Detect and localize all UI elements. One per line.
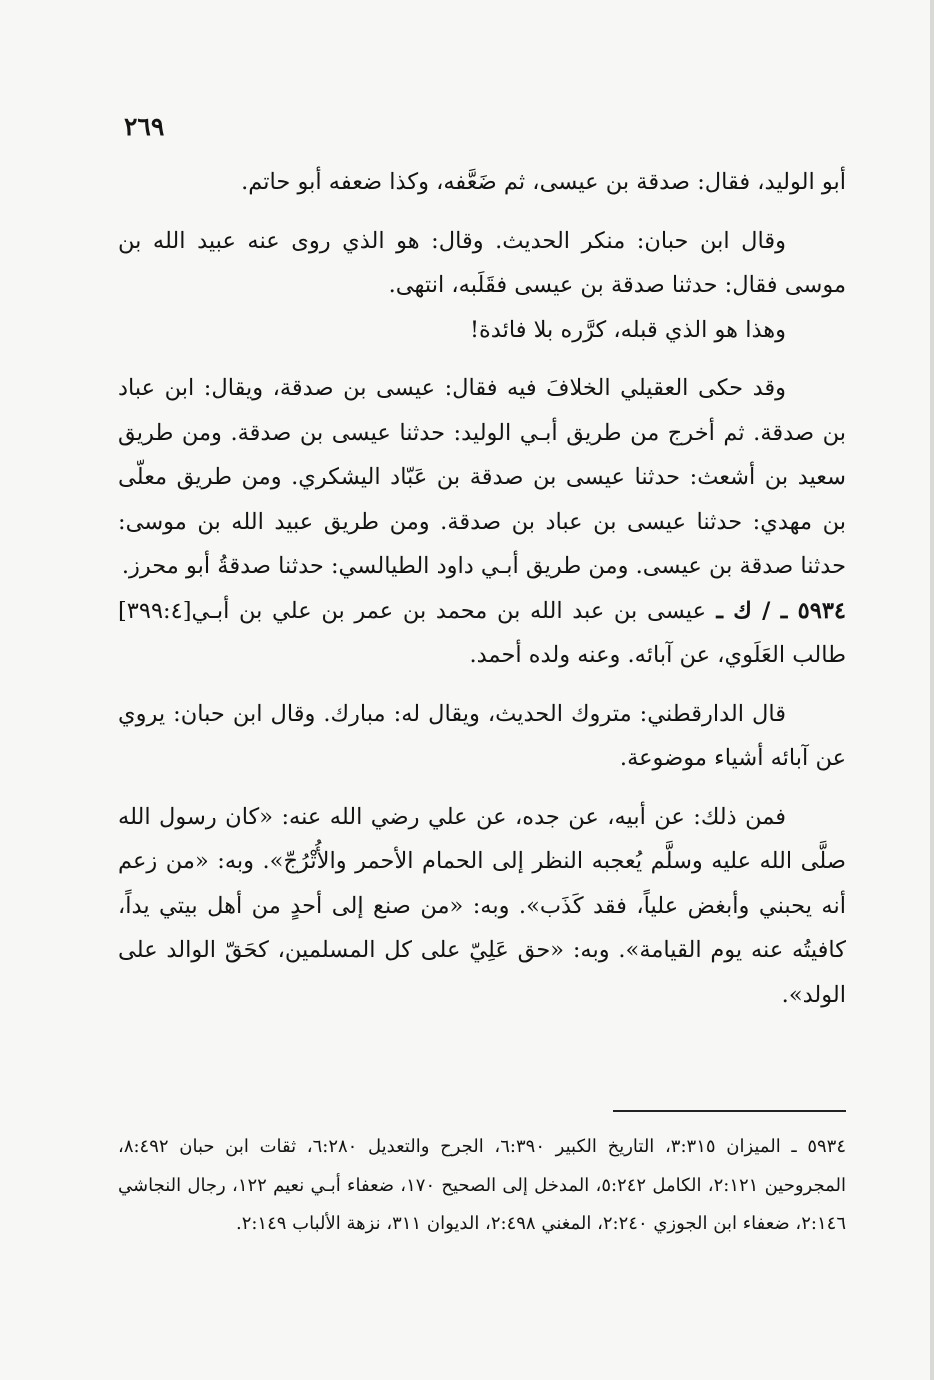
footnote-divider: [613, 1110, 846, 1112]
entry-heading: [118, 589, 846, 678]
footnotes: [118, 1128, 846, 1244]
paragraph-3: وهذا هو الذي قبله، كرَّره بلا فائدة!: [469, 316, 786, 343]
paragraph-4: وقد حكى العقيلي الخلافَ فيه فقال: عيسى بن صدقة، ويقال: ابن عباد بن صدقة. ثم أخرج من طريق أبـي الوليد: حدثنا عيسى بن صدقة. ومن طريق سعيد بن أشعث: حدثنا عيسى بن صدقة بن عَبّاد اليشكري. ومن طريق معلّى بن مهدي: حدثنا عيسى بن عباد بن صدقة. ومن طريق عبيد الله بن موسى: حدثنا صدقة بن عيسى. ومن طريق أبـي داود الطيالسي: حدثنا صدقةُ أبو محرز.: [118, 375, 846, 579]
entry-prefix: ـ / ك ـ: [716, 597, 788, 624]
entry-name: عيسى بن عبد الله بن محمد بن عمر بن علي بن أبـي طالب العَلَوي، عن آبائه. وعنه ولده أحمد.: [191, 597, 846, 668]
footnote-text: ٥٩٣٤ ـ الميزان ٣:٣١٥، التاريخ الكبير ٦:٣٩٠، الجرح والتعديل ٦:٢٨٠، ثقات ابن حبان ٨:٤٩٢، المجروحين ٢:١٢١، الكامل ٥:٢٤٢، المدخل إلى الصحيح ١٧٠، ضعفاء أبـي نعيم ١٢٢، رجال النجاشي ٢:١٤٦، ضعفاء ابن الجوزي ٢:٢٤٠، المغني ٢:٤٩٨، الديوان ٣١١، نزهة الألباب ٢:١٤٩.: [118, 1136, 847, 1234]
entry-reference: [٣٩٩:٤]: [118, 597, 192, 624]
page-number: ٢٦٩: [124, 112, 165, 141]
entry-paragraph-2: فمن ذلك: عن أبيه، عن جده، عن علي رضي الله عنه: «كان رسول الله صلَّى الله عليه وسلَّم يُعجبه النظر إلى الحمام الأحمر والأُتْرُجّ». وبه: «من زعم أنه يحبني وأبغض علياً، فقد كَذَب». وبه: «من صنع إلى أحدٍ من أهل بيتي يداً، كافيتُه عنه يوم القيامة». وبه: «حق عَلِيّ على كل المسلمين، كحَقّ الوالد على الولد».: [118, 803, 846, 1008]
page-edge-shadow: [930, 0, 934, 1380]
main-text: [118, 160, 846, 1017]
paragraph-1: أبو الوليد، فقال: صدقة بن عيسى، ثم ضَعَّفه، وكذا ضعفه أبو حاتم.: [241, 169, 846, 195]
entry-paragraph-1: قال الدارقطني: متروك الحديث، ويقال له: مبارك. وقال ابن حبان: يروي عن آبائه أشياء موضوعة.: [118, 700, 846, 771]
paragraph-2: وقال ابن حبان: منكر الحديث. وقال: هو الذي روى عنه عبيد الله بن موسى فقال: حدثنا صدقة بن عيسى فقَلَبه، انتهى.: [118, 227, 846, 298]
entry-number: ٥٩٣٤: [797, 597, 846, 624]
